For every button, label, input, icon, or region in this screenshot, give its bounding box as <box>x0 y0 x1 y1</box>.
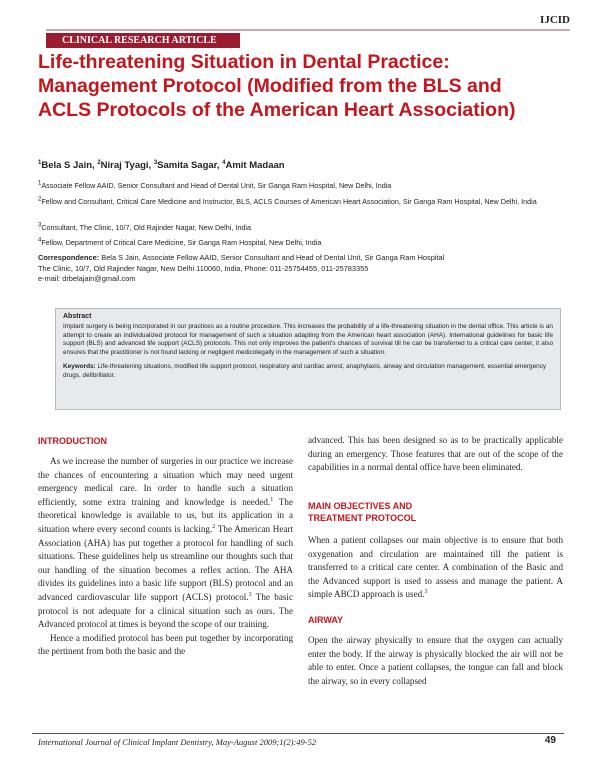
correspondence-label: Correspondence: <box>38 253 100 262</box>
author-list <box>38 160 285 171</box>
keywords: Keywords: Life-threatening situations, modified life support protocol, respiratory and cardiac arrest, anaphylaxis, airway and circulation management, essential emergency drugs, defibrillator. <box>63 363 547 379</box>
paragraph: As we increase the number of surgeries in our practice we increase the chances of encountering a situation which may need urgent emergency medical care. In order to handle such a situation efficiently, some extra training and knowledge is needed.$^1$ The theoretical knowledge is available to us, but its application in a situation where every second counts is lacking.$^2$ The American Heart Association (AHA) has put together a protocol for handling of such situations. These guidelines help us streamline our thoughts such that our handling of the situation becomes a reflex action. The AHA divides its guidelines into a basic life support (BLS) protocol and an advanced cardiovascular life support (ACLS) protocol.$^3$ The basic protocol is not adequate for a clinical situation such as ours. The Advanced protocol at times is beyond the scope of our training. <box>38 456 294 630</box>
affiliation: $^1$Associate Fellow AAID, Senior Consultant and Head of Dental Unit, Sir Ganga Ram Hospital, New Delhi, India <box>38 180 392 190</box>
author: $^1$Bela S Jain, <box>38 159 98 171</box>
objectives-text <box>308 534 563 602</box>
correspondence: Correspondence: Bela S Jain, Associate Fellow AAID, Senior Consultant and Head of Dental Unit, Sir Ganga Ram Hospital The Clinic, 10/7, Old Rajinder Nagar, New Delhi 110060, India, Phone: 011-25754455, 011-25783355 e-mail: drbelajain@gmail.com <box>38 253 572 285</box>
header-rule <box>46 29 570 31</box>
author: $^3$Samita Sagar, <box>153 159 223 171</box>
footer-rule <box>32 733 564 734</box>
abstract-box <box>55 308 561 410</box>
author: $^2$Niraj Tyagi, <box>97 159 154 171</box>
article-type-banner: CLINICAL RESEARCH ARTICLE <box>46 33 240 48</box>
paragraph: When a patient collapses our main objective is to ensure that both oxygenation and circulation are maintained till the patient is transferred to a critical care center. A combination of the Basic and the Advanced support is used to assess and manage the patient. A simple ABCD approach is used.$^3$ <box>308 535 563 600</box>
right-column-text <box>308 434 563 475</box>
paragraph: Open the airway physically to ensure that the oxygen can actually enter the body. If the airway is physically blocked the air will not be able to enter. Once a patient collapses, the tongue can fall and block the airway, so in every collapsed <box>308 635 563 686</box>
affiliation: $^2$Fellow and Consultant, Critical Care Medicine and Instructor, BLS, ACLS Courses of American Heart Association, Sir Ganga Ram Hospital, New Delhi, India <box>38 196 537 206</box>
paragraph: Hence a modified protocol has been put together by incorporating the pertinent from both the basic and the <box>38 632 293 657</box>
email: e-mail: drbelajain@gmail.com <box>38 274 136 283</box>
footer-citation: International Journal of Clinical Implant Dentistry, May-August 2009;1(2):49-52 <box>38 737 317 747</box>
affiliation: $^4$Fellow, Department of Critical Care Medicine, Sir Ganga Ram Hospital, New Delhi, India <box>38 237 322 247</box>
author: $^4$Amit Madaan <box>222 159 285 171</box>
article-title: Life-threatening Situation in Dental Practice: Management Protocol (Modified from the BLS and ACLS Protocols of the American Heart Association) <box>38 51 516 121</box>
section-heading-objectives: MAIN OBJECTIVES AND TREATMENT PROTOCOL <box>308 501 417 523</box>
journal-tag: IJCID <box>540 14 570 26</box>
paragraph: advanced. This has been designed so as to be practically applicable during an emergency. Those features that are out of the scope of the capabilities in a normal dental office have been eliminated. <box>308 435 563 473</box>
left-column-text <box>38 455 293 659</box>
section-heading-introduction: INTRODUCTION <box>38 436 107 446</box>
page-number: 49 <box>544 735 556 746</box>
abstract-title: Abstract <box>63 313 92 320</box>
airway-text <box>308 634 563 688</box>
section-heading-airway: AIRWAY <box>308 615 344 625</box>
abstract-text: Implant surgery is being incorporated in our practices as a routine procedure. This increases the probability of a life-threatening situation in the dental office. This article is an attempt to create an individualized protocol for management of such a situation adapting from the American heart association (AHA). International guidelines for basic life support (BLS) and advanced life support (ACLS) protocols. This not only improves the patient's chances of survival till he can be transferred to a critical care center, it also ensures that the practitioner is not found lacking or negligent medicolegally in the management of such a situation. <box>63 323 553 356</box>
affiliation: $^3$Consultant, The Clinic, 10/7, Old Rajinder Nagar, New Delhi, India <box>38 222 251 232</box>
